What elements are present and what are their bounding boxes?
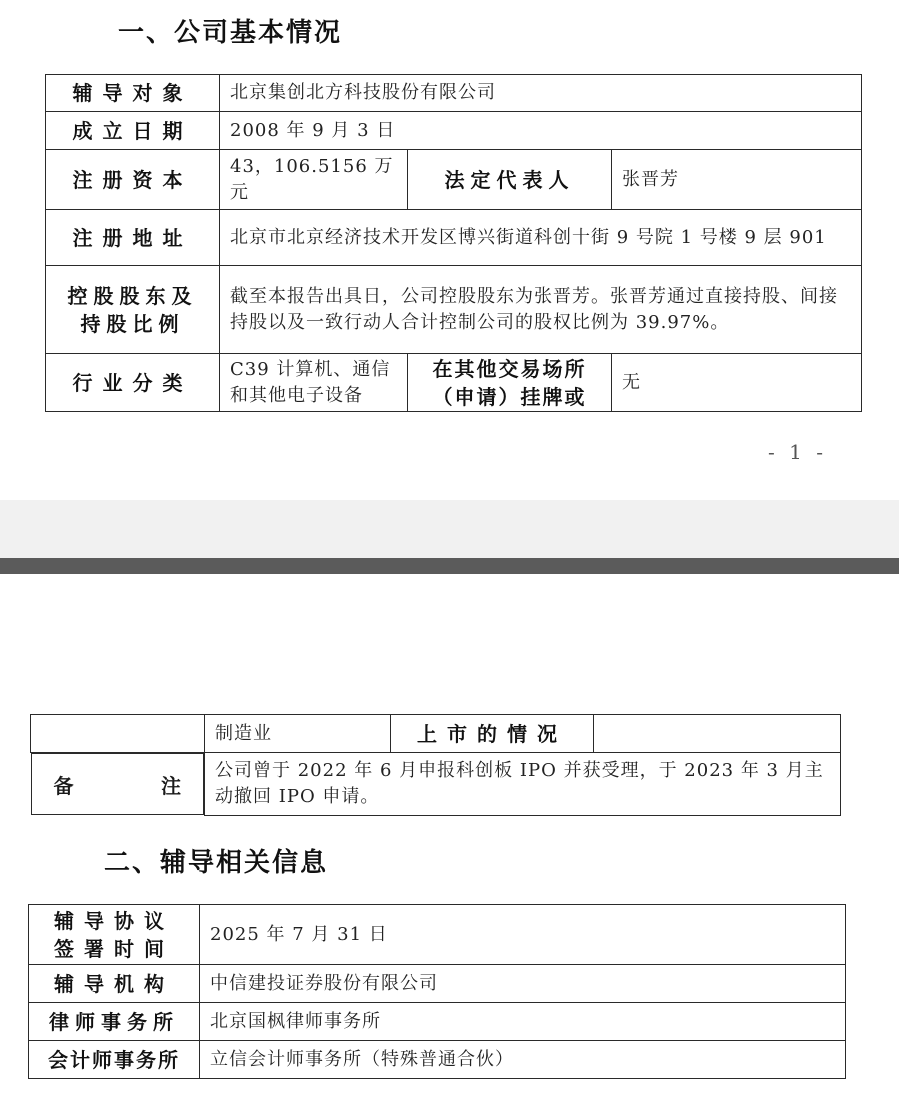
empty-cell — [594, 715, 841, 753]
table-row — [46, 210, 862, 266]
value-sign-time: 2025 年 7 月 31 日 — [200, 905, 846, 965]
label-shareholder-line1: 控股股东及 — [67, 283, 198, 308]
table-row — [29, 965, 846, 1003]
label-listing-cont: 上市的情况 — [391, 715, 594, 753]
table-row — [46, 150, 862, 210]
value-target: 北京集创北方科技股份有限公司 — [220, 75, 862, 112]
label-agency: 辅导机构 — [29, 965, 200, 1003]
table-row — [31, 715, 841, 753]
label-capital: 注册资本 — [46, 150, 220, 210]
value-capital: 43，106.5156 万元 — [220, 150, 408, 210]
guidance-info-table — [28, 904, 846, 1079]
label-listing-line2: （申请）挂牌或 — [432, 384, 587, 409]
value-legal-rep: 张晋芳 — [612, 150, 862, 210]
table-row — [31, 753, 841, 816]
section-title-company-info: 一、公司基本情况 — [118, 18, 343, 48]
label-address: 注册地址 — [46, 210, 220, 266]
table-row — [46, 354, 862, 412]
label-founded: 成立日期 — [46, 112, 220, 150]
label-remarks-a: 备 — [53, 773, 74, 798]
value-address: 北京市北京经济技术开发区博兴街道科创十街 9 号院 1 号楼 9 层 901 — [220, 210, 862, 266]
label-industry: 行业分类 — [46, 354, 220, 412]
value-agency: 中信建投证券股份有限公司 — [200, 965, 846, 1003]
label-shareholder-line2: 持股比例 — [80, 311, 185, 336]
table-row — [29, 905, 846, 965]
label-shareholder — [46, 266, 220, 354]
label-sign-line2: 签署时间 — [54, 936, 174, 961]
value-listing: 无 — [612, 354, 862, 412]
label-sign-line1: 辅导协议 — [54, 908, 174, 933]
label-remarks-b: 注 — [161, 773, 181, 798]
value-accounting-firm: 立信会计师事务所（特殊普通合伙） — [200, 1041, 846, 1079]
value-industry: C39 计算机、通信和其他电子设备 — [220, 354, 408, 412]
label-accounting-firm: 会计师事务所 — [29, 1041, 200, 1079]
label-legal-rep: 法定代表人 — [408, 150, 612, 210]
label-remarks — [31, 753, 205, 815]
company-info-table — [45, 74, 862, 412]
value-founded: 2008 年 9 月 3 日 — [220, 112, 862, 150]
value-shareholder: 截至本报告出具日，公司控股股东为张晋芳。张晋芳通过直接持股、间接持股以及一致行动人合计控制公司的股权比例为 39.97%。 — [220, 266, 862, 354]
value-remarks: 公司曾于 2022 年 6 月申报科创板 IPO 并获受理，于 2023 年 3 月主动撤回 IPO 申请。 — [205, 753, 841, 816]
document-page-1 — [0, 0, 899, 500]
table-row — [46, 266, 862, 354]
table-row — [29, 1041, 846, 1079]
table-row — [46, 112, 862, 150]
empty-cell — [31, 715, 205, 753]
page-divider — [0, 558, 899, 574]
value-industry-cont: 制造业 — [205, 715, 391, 753]
page-number: - 1 - — [768, 440, 827, 464]
company-info-table-continued — [30, 714, 841, 816]
table-row — [29, 1003, 846, 1041]
section-title-guidance-info: 二、辅导相关信息 — [104, 848, 329, 878]
table-row — [46, 75, 862, 112]
label-sign-time — [29, 905, 200, 965]
label-target: 辅导对象 — [46, 75, 220, 112]
label-listing-line1: 在其他交易场所 — [432, 356, 587, 381]
label-law-firm: 律师事务所 — [29, 1003, 200, 1041]
value-law-firm: 北京国枫律师事务所 — [200, 1003, 846, 1041]
label-listing — [408, 354, 612, 412]
page-gap — [0, 500, 899, 558]
document-page-2 — [0, 574, 899, 1094]
